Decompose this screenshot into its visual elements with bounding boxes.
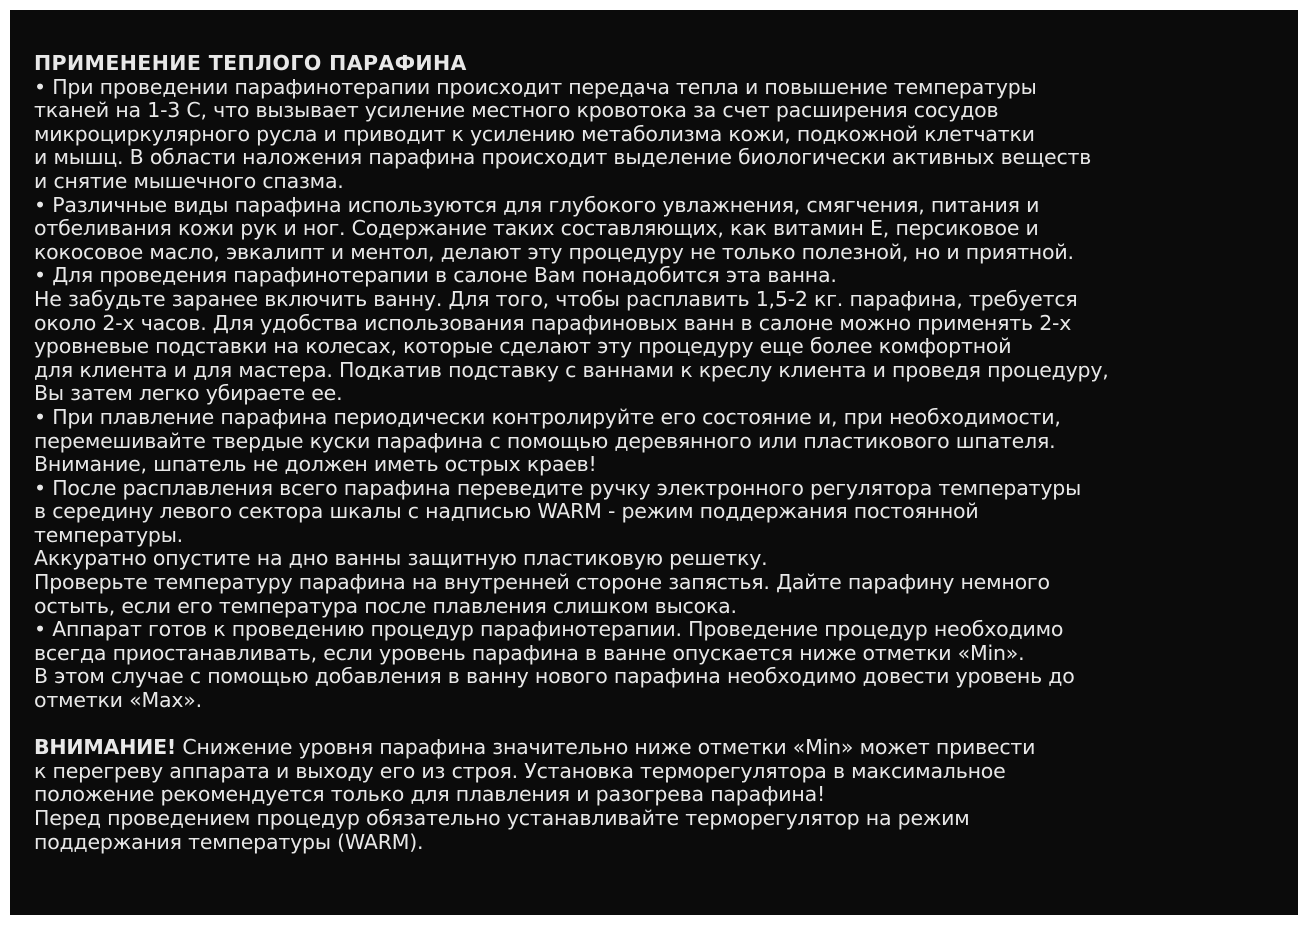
- warning-text: Снижение уровня парафина значительно ниже отметки «Min» может привести: [176, 735, 1036, 760]
- text-line: температуры.: [34, 522, 183, 547]
- text-line: тканей на 1-3 С, что вызывает усиление местного кровотока за счет расширения сосудов: [34, 98, 999, 123]
- text-line: Проверьте температуру парафина на внутренней стороне запястья. Дайте парафину немного: [34, 570, 1050, 595]
- text-line: остыть, если его температура после плавления слишком высока.: [34, 593, 737, 618]
- text-line: всегда приостанавливать, если уровень парафина в ванне опускается ниже отметки «Min».: [34, 640, 1025, 665]
- text-line: около 2-х часов. Для удобства использования парафиновых ванн в салоне можно применять 2-х: [34, 310, 1072, 335]
- text-line: микроциркулярного русла и приводит к усилению метаболизма кожи, подкожной клетчатки: [34, 121, 1035, 146]
- text-line: перемешивайте твердые куски парафина с помощью деревянного или пластикового шпателя.: [34, 428, 1056, 453]
- text-line: в середину левого сектора шкалы с надписью WARM - режим поддержания постоянной: [34, 499, 979, 524]
- warning-line: к перегреву аппарата и выходу его из строя. Установка терморегулятора в максимальное: [34, 758, 1006, 783]
- instruction-sheet: [10, 10, 1298, 915]
- text-line: • Для проведения парафинотерапии в салоне Вам понадобится эта ванна.: [34, 263, 837, 288]
- text-line: для клиента и для мастера. Подкатив подставку с ваннами к креслу клиента и проведя процедуру,: [34, 357, 1109, 382]
- text-line: • Аппарат готов к проведению процедур парафинотерапии. Проведение процедур необходимо: [34, 617, 1064, 642]
- warning-first-line: [34, 736, 1274, 760]
- text-line: • После расплавления всего парафина переведите ручку электронного регулятора температуры: [34, 475, 1082, 500]
- warning-block: [34, 736, 1274, 854]
- section-heading: ПРИМЕНЕНИЕ ТЕПЛОГО ПАРАФИНА: [34, 51, 467, 75]
- warning-label: ВНИМАНИЕ!: [34, 735, 177, 760]
- text-line: кокосовое масло, эвкалипт и ментол, делают эту процедуру не только полезной, но и приятной.: [34, 239, 1074, 264]
- warning-line: Перед проведением процедур обязательно устанавливайте терморегулятор на режим: [34, 806, 970, 830]
- text-line: Не забудьте заранее включить ванну. Для того, чтобы расплавить 1,5-2 кг. парафина, требуется: [34, 286, 1078, 311]
- body-text: [34, 76, 1274, 713]
- text-line: отбеливания кожи рук и ног. Содержание таких составляющих, как витамин Е, персиковое и: [34, 216, 1039, 241]
- text-line: и мышц. В области наложения парафина происходит выделение биологически активных веществ: [34, 145, 1092, 170]
- text-line: В этом случае с помощью добавления в ванну нового парафина необходимо довести уровень до: [34, 664, 1075, 689]
- text-line: Внимание, шпатель не должен иметь острых краев!: [34, 452, 597, 477]
- warning-line: положение рекомендуется только для плавления и разогрева парафина!: [34, 782, 825, 807]
- text-line: отметки «Max».: [34, 688, 202, 713]
- text-line: Аккуратно опустите на дно ванны защитную пластиковую решетку.: [34, 546, 768, 571]
- text-line: уровневые подставки на колесах, которые сделают эту процедуру еще более комфортной: [34, 334, 1012, 359]
- text-line: • При проведении парафинотерапии происходит передача тепла и повышение температуры: [34, 74, 1037, 99]
- text-line: Вы затем легко убираете ее.: [34, 381, 343, 406]
- text-line: и снятие мышечного спазма.: [34, 168, 344, 193]
- text-line: • Различные виды парафина используются для глубокого увлажнения, смягчения, питания и: [34, 192, 1040, 217]
- text-line: • При плавление парафина периодически контролируйте его состояние и, при необходимости,: [34, 404, 1061, 429]
- paragraph-gap: [34, 713, 1274, 737]
- warning-line: поддержания температуры (WARM).: [34, 829, 424, 854]
